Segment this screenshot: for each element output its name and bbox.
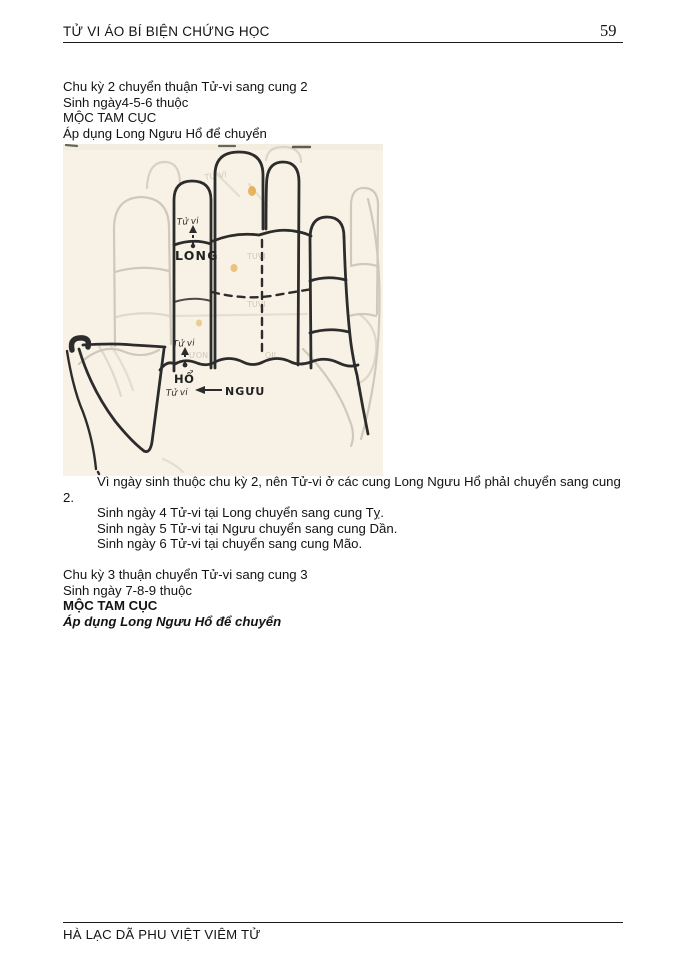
pencil-mark: TUVI	[247, 300, 266, 309]
explain-paragraph: Vì ngày sinh thuộc chu kỳ 2, nên Tử-vi ở các cung Long Ngưu Hổ phảI chuyển sang cung 2.	[63, 474, 621, 505]
next-cuc-line: MỘC TAM CỤC	[63, 598, 158, 614]
header-divider	[63, 42, 623, 43]
tuvi-label-bottom: Tử vi	[165, 387, 189, 399]
intro-block	[63, 79, 623, 141]
ho-label: HỔ	[174, 372, 195, 386]
next-apply-line: Áp dụng Long Ngưu Hổ để chuyển	[63, 613, 282, 629]
explain-day4-line: Sinh ngày 4 Tử-vi tại Long chuyển sang cung Tỵ.	[97, 505, 384, 521]
tuvi-label-mid: Tử vi	[172, 338, 196, 350]
next-cycle-line: Chu kỳ 3 thuận chuyển Tử-vi sang cung 3	[63, 567, 308, 582]
palm-diagram	[63, 144, 383, 476]
pencil-mark: ƯON	[189, 351, 209, 360]
explanation-block	[63, 474, 623, 552]
next-cycle-block	[63, 567, 623, 629]
intro-cycle-line: Chu kỳ 2 chuyển thuận Tử-vi sang cung 2	[63, 79, 308, 94]
page-title: TỬ VI ÁO BÍ BIỆN CHỨNG HỌC	[63, 24, 270, 39]
nguu-label: NGƯU	[225, 385, 266, 398]
page-number: 59	[600, 21, 617, 40]
pencil-mark: TƯ VI	[204, 169, 228, 182]
intro-apply-line: Áp dụng Long Ngưu Hổ để chuyển	[63, 125, 267, 141]
explain-day5-line: Sinh ngày 5 Tử-vi tại Ngưu chuyển sang cung Dần.	[97, 520, 398, 536]
footer-author: HÀ LẠC DÃ PHU VIỆT VIÊM TỬ	[63, 927, 261, 942]
explain-day6-line: Sinh ngày 6 Tử-vi tại chuyển sang cung Mão.	[97, 536, 363, 552]
tuvi-label-top: Tử vi	[176, 216, 200, 228]
footer-divider	[63, 922, 623, 923]
pencil-mark: TUVI	[247, 252, 266, 261]
pencil-mark: QII	[265, 351, 277, 360]
next-birth-line: Sinh ngày 7-8-9 thuộc	[63, 582, 193, 598]
figure-paper	[63, 144, 383, 476]
long-label: LONG	[175, 248, 219, 263]
intro-birth-line: Sinh ngày4-5-6 thuộc	[63, 94, 189, 110]
intro-cuc-line: MỘC TAM CỤC	[63, 110, 157, 126]
